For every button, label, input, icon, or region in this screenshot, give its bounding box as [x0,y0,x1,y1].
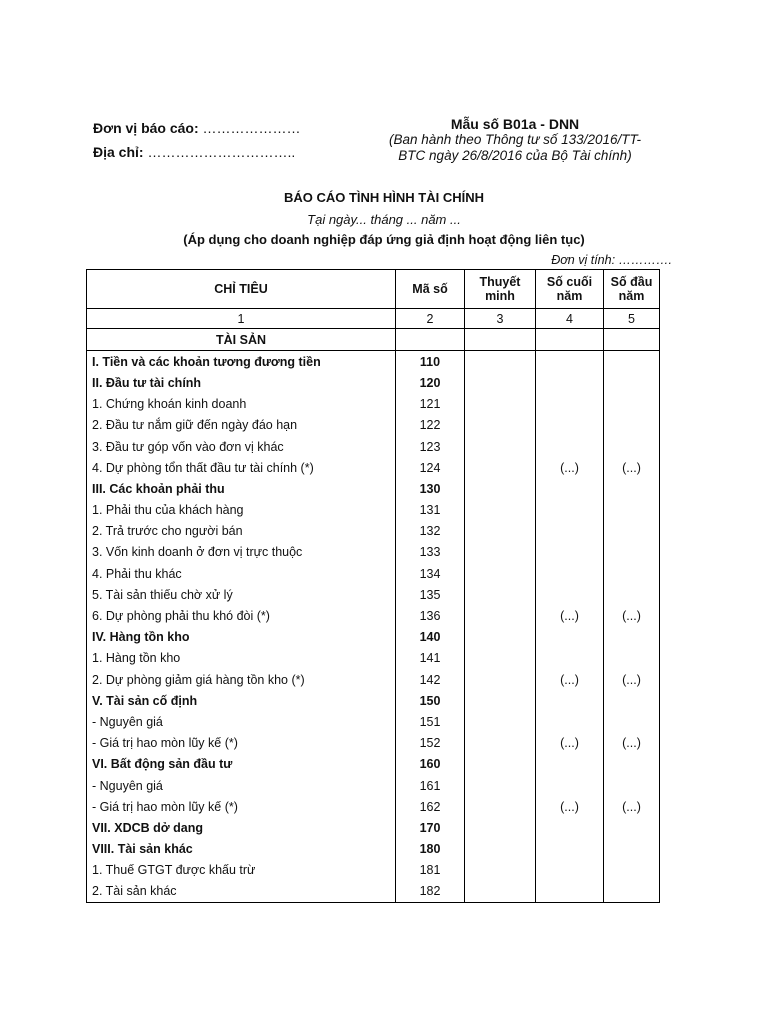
row-end-of-year: (...) [536,605,604,626]
col-header-indicator: CHỈ TIÊU [87,270,396,309]
table-row [87,817,660,838]
row-beginning-of-year [604,415,660,436]
col-header-note [465,270,536,309]
row-note [465,648,536,669]
col-header-note-line-1: Thuyết [479,275,521,289]
row-indicator: - Giá trị hao mòn lũy kế (*) [87,733,396,754]
row-beginning-of-year [604,690,660,711]
col-header-end-line-2: năm [556,289,583,303]
row-note [465,542,536,563]
row-note [465,860,536,881]
row-code: 151 [396,711,465,732]
row-code: 123 [396,436,465,457]
table-row [87,648,660,669]
row-indicator: 2. Tài sản khác [87,881,396,903]
table-row [87,478,660,499]
row-note [465,775,536,796]
row-note [465,881,536,903]
table-row [87,457,660,478]
financial-position-table [86,269,660,903]
row-code: 152 [396,733,465,754]
row-note [465,584,536,605]
table-row [87,754,660,775]
row-code: 180 [396,839,465,860]
reporting-unit-line [93,116,301,140]
row-beginning-of-year: (...) [604,457,660,478]
table-row [87,351,660,373]
col-header-beginning-of-year [604,270,660,309]
table-row [87,775,660,796]
row-beginning-of-year [604,711,660,732]
row-end-of-year [536,711,604,732]
row-indicator: II. Đầu tư tài chính [87,372,396,393]
row-code: 150 [396,690,465,711]
table-row [87,563,660,584]
section-row-assets [87,329,660,351]
row-end-of-year [536,394,604,415]
section-title: TÀI SẢN [87,329,396,351]
row-note [465,627,536,648]
row-beginning-of-year: (...) [604,796,660,817]
row-end-of-year [536,881,604,903]
row-end-of-year: (...) [536,733,604,754]
row-indicator: 2. Dự phòng giảm giá hàng tồn kho (*) [87,669,396,690]
row-beginning-of-year: (...) [604,605,660,626]
row-note [465,690,536,711]
row-end-of-year [536,478,604,499]
row-code: 135 [396,584,465,605]
row-end-of-year [536,775,604,796]
row-note [465,605,536,626]
row-code: 134 [396,563,465,584]
row-indicator: - Nguyên giá [87,775,396,796]
row-indicator: V. Tài sản cố định [87,690,396,711]
row-note [465,733,536,754]
row-beginning-of-year [604,627,660,648]
row-note [465,436,536,457]
address-dots: ………………………….. [147,144,296,160]
row-end-of-year [536,372,604,393]
row-indicator: 2. Trả trước cho người bán [87,521,396,542]
col-header-code: Mã số [396,270,465,309]
row-code: 182 [396,881,465,903]
column-number: 5 [604,309,660,329]
row-code: 141 [396,648,465,669]
row-end-of-year [536,500,604,521]
reporting-unit-label: Đơn vị báo cáo: [93,120,199,136]
section-code-cell [396,329,465,351]
row-code: 140 [396,627,465,648]
address-line [93,140,301,164]
row-beginning-of-year [604,860,660,881]
row-beginning-of-year [604,521,660,542]
col-header-begin-line-2: năm [618,289,645,303]
column-number: 4 [536,309,604,329]
row-indicator: 1. Hàng tồn kho [87,648,396,669]
row-code: 142 [396,669,465,690]
row-end-of-year [536,860,604,881]
address-label: Địa chỉ: [93,144,144,160]
row-code: 181 [396,860,465,881]
row-note [465,351,536,373]
table-row [87,372,660,393]
row-beginning-of-year [604,563,660,584]
row-indicator: 3. Vốn kinh doanh ở đơn vị trực thuộc [87,542,396,563]
row-note [465,415,536,436]
table-row [87,711,660,732]
row-end-of-year [536,839,604,860]
row-indicator: - Giá trị hao mòn lũy kế (*) [87,796,396,817]
row-code: 130 [396,478,465,499]
row-note [465,563,536,584]
row-indicator: IV. Hàng tồn kho [87,627,396,648]
table-body [87,329,660,903]
currency-unit: Đơn vị tính: …………. [551,253,672,267]
table-row [87,521,660,542]
report-title: BÁO CÁO TÌNH HÌNH TÀI CHÍNH [283,190,485,205]
row-beginning-of-year [604,478,660,499]
row-indicator: 5. Tài sản thiếu chờ xử lý [87,584,396,605]
table-row [87,881,660,903]
table-row [87,415,660,436]
row-beginning-of-year: (...) [604,669,660,690]
row-end-of-year [536,521,604,542]
report-date-line: Tại ngày... tháng ... năm ... [307,212,461,227]
row-indicator: VII. XDCB dở dang [87,817,396,838]
table-row [87,542,660,563]
row-code: 160 [396,754,465,775]
row-note [465,478,536,499]
table-row [87,690,660,711]
row-indicator: 1. Thuế GTGT được khấu trừ [87,860,396,881]
row-indicator: III. Các khoản phải thu [87,478,396,499]
row-indicator: 1. Phải thu của khách hàng [87,500,396,521]
row-note [465,839,536,860]
column-number: 3 [465,309,536,329]
form-info-block [376,116,654,164]
column-number: 1 [87,309,396,329]
row-code: 170 [396,817,465,838]
row-beginning-of-year [604,775,660,796]
col-header-begin-line-1: Số đầu [610,275,653,289]
section-begin-cell [604,329,660,351]
row-end-of-year [536,351,604,373]
reporting-entity-block [93,116,301,164]
table-row [87,627,660,648]
row-indicator: 6. Dự phòng phải thu khó đòi (*) [87,605,396,626]
row-note [465,817,536,838]
row-end-of-year [536,415,604,436]
table-row [87,839,660,860]
row-note [465,669,536,690]
row-end-of-year: (...) [536,457,604,478]
row-beginning-of-year [604,817,660,838]
row-code: 120 [396,372,465,393]
row-note [465,457,536,478]
row-indicator: 1. Chứng khoán kinh doanh [87,394,396,415]
form-note-line-1: (Ban hành theo Thông tư số 133/2016/TT- [389,132,641,147]
row-note [465,521,536,542]
row-end-of-year: (...) [536,669,604,690]
row-beginning-of-year [604,584,660,605]
row-beginning-of-year [604,436,660,457]
row-indicator: VI. Bất động sản đầu tư [87,754,396,775]
row-note [465,500,536,521]
section-note-cell [465,329,536,351]
row-indicator: 4. Phải thu khác [87,563,396,584]
table-row [87,394,660,415]
table-row [87,500,660,521]
column-number-row [87,309,660,329]
row-indicator: 2. Đầu tư nắm giữ đến ngày đáo hạn [87,415,396,436]
table-row [87,669,660,690]
table-row [87,860,660,881]
col-header-end-line-1: Số cuối [546,275,593,289]
row-indicator: VIII. Tài sản khác [87,839,396,860]
row-indicator: - Nguyên giá [87,711,396,732]
row-indicator: 4. Dự phòng tổn thất đầu tư tài chính (*) [87,457,396,478]
row-code: 162 [396,796,465,817]
col-header-note-line-2: minh [485,289,515,303]
column-number: 2 [396,309,465,329]
row-beginning-of-year [604,372,660,393]
row-beginning-of-year [604,394,660,415]
row-code: 132 [396,521,465,542]
row-note [465,394,536,415]
row-end-of-year [536,754,604,775]
row-beginning-of-year [604,542,660,563]
table-header-row [87,270,660,309]
row-end-of-year [536,436,604,457]
row-beginning-of-year [604,754,660,775]
row-beginning-of-year [604,351,660,373]
row-beginning-of-year [604,839,660,860]
row-code: 110 [396,351,465,373]
row-end-of-year [536,563,604,584]
row-beginning-of-year [604,648,660,669]
report-applicability: (Áp dụng cho doanh nghiệp đáp ứng giả định hoạt động liên tục) [183,232,585,247]
row-end-of-year: (...) [536,796,604,817]
row-end-of-year [536,648,604,669]
table-row [87,584,660,605]
row-indicator: I. Tiền và các khoản tương đương tiền [87,351,396,373]
table-row [87,733,660,754]
row-note [465,372,536,393]
row-beginning-of-year [604,881,660,903]
row-note [465,796,536,817]
section-end-cell [536,329,604,351]
reporting-unit-dots: ………………… [202,120,301,136]
row-note [465,754,536,775]
row-end-of-year [536,542,604,563]
row-code: 124 [396,457,465,478]
row-note [465,711,536,732]
row-end-of-year [536,690,604,711]
row-indicator: 3. Đầu tư góp vốn vào đơn vị khác [87,436,396,457]
row-code: 121 [396,394,465,415]
row-code: 131 [396,500,465,521]
table-row [87,796,660,817]
row-code: 161 [396,775,465,796]
col-header-end-of-year [536,270,604,309]
row-end-of-year [536,627,604,648]
row-end-of-year [536,817,604,838]
form-number: Mẫu số B01a - DNN [450,116,580,132]
row-code: 122 [396,415,465,436]
row-code: 136 [396,605,465,626]
form-note-line-2: BTC ngày 26/8/2016 của Bộ Tài chính) [398,148,632,163]
row-end-of-year [536,584,604,605]
row-beginning-of-year [604,500,660,521]
row-code: 133 [396,542,465,563]
table-row [87,605,660,626]
row-beginning-of-year: (...) [604,733,660,754]
table-row [87,436,660,457]
